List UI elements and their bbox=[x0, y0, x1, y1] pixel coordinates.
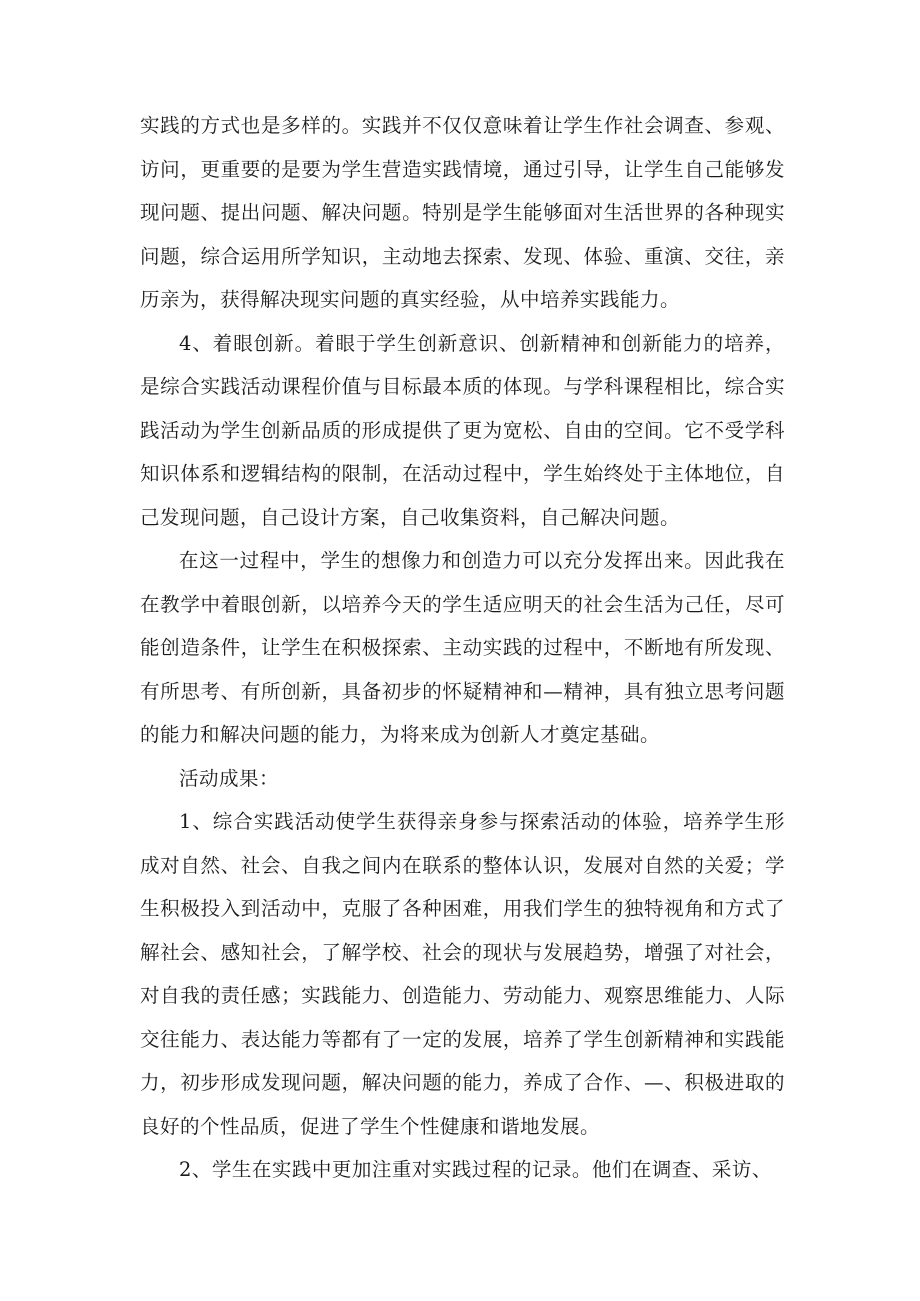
paragraph-practice-methods: 实践的方式也是多样的。实践并不仅仅意味着让学生作社会调查、参观、访问，更重要的是要为学生营造实践情境，通过引导，让学生自己能够发现问题、提出问题、解决问题。特别是学生能够面对生活世界的各种现实问题，综合运用所学知识，主动地去探索、发现、体验、重演、交往，亲历亲为，获得解决现实问题的真实经验，从中培养实践能力。 bbox=[140, 114, 785, 311]
paragraph-result-2: 2、学生在实践中更加注重对实践过程的记录。他们在调查、采访、 bbox=[179, 1158, 772, 1181]
document-body bbox=[140, 104, 785, 1192]
paragraph-focus-innovation: 4、着眼创新。着眼于学生创新意识、创新精神和创新能力的培养，是综合实践活动课程价值与目标最本质的体现。与学科课程相比，综合实践活动为学生创新品质的形成提供了更为宽松、自由的空间。它不受学科知识体系和逻辑结构的限制，在活动过程中，学生始终处于主体地位，自己发现问题，自己设计方案，自己收集资料，自己解决问题。 bbox=[140, 331, 785, 529]
paragraph-result-1: 1、综合实践活动使学生获得亲身参与探索活动的体验，培养学生形成对自然、社会、自我之间内在联系的整体认识，发展对自然的关爱；学生积极投入到活动中，克服了各种困难，用我们学生的独特视角和方式了解社会、感知社会，了解学校、社会的现状与发展趋势，增强了对社会，对自我的责任感；实践能力、创造能力、劳动能力、观察思维能力、人际交往能力、表达能力等都有了一定的发展，培养了学生创新精神和实践能力，初步形成发现问题，解决问题的能力，养成了合作、—、积极进取的良好的个性品质，促进了学生个性健康和谐地发展。 bbox=[140, 810, 785, 1138]
section-heading-activity-results: 活动成果： bbox=[179, 766, 280, 790]
paragraph-creativity-process: 在这一过程中，学生的想像力和创造力可以充分发挥出来。因此我在在教学中着眼创新，以培养今天的学生适应明天的社会生活为己任，尽可能创造条件，让学生在积极探索、主动实践的过程中，不断地有所发现、有所思考、有所创新，具备初步的怀疑精神和—精神，具有独立思考问题的能力和解决问题的能力，为将来成为创新人才奠定基础。 bbox=[140, 549, 785, 746]
